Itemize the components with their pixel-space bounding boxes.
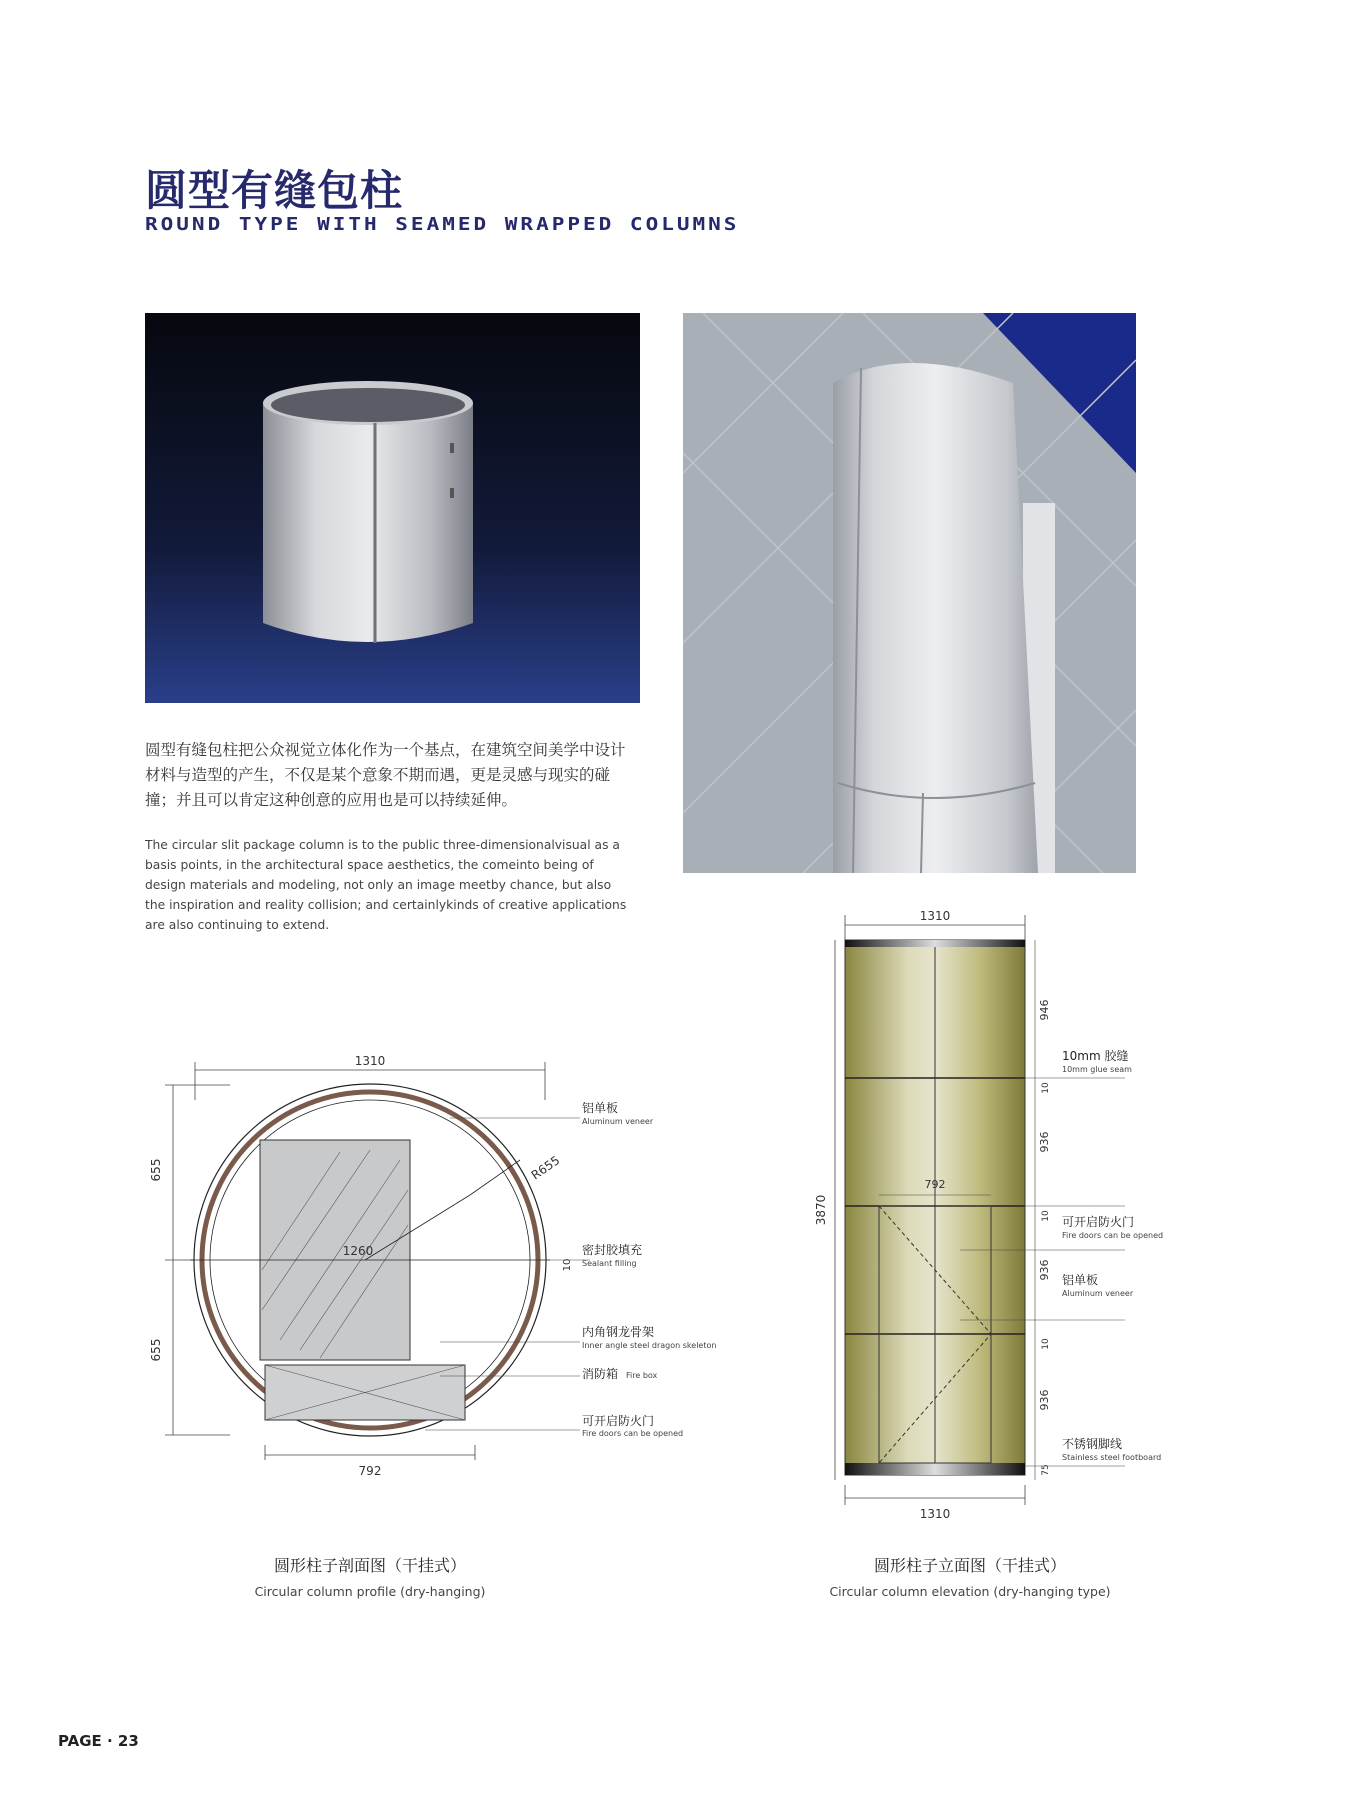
elevation-dim-top: 1310	[919, 909, 951, 923]
elevation-label-seam-cn: 10mm 胶缝	[1062, 1049, 1129, 1063]
elevation-seg-6: 10	[1041, 1338, 1051, 1350]
column-installed-photo	[683, 313, 1136, 873]
profile-label-firedoor-en: Fire doors can be opened	[582, 1429, 684, 1438]
profile-label-firedoor-cn: 可开启防火门	[582, 1414, 655, 1428]
elevation-label-aluminum-en: Aluminum veneer	[1062, 1289, 1134, 1298]
elevation-seg-7: 936	[1038, 1389, 1051, 1411]
elevation-label-firedoor-cn: 可开启防火门	[1062, 1215, 1135, 1229]
profile-dim-bottom: 792	[358, 1464, 382, 1478]
profile-dim-top: 1310	[354, 1054, 386, 1068]
elevation-seg-5: 936	[1038, 1259, 1051, 1281]
elevation-seg-3: 936	[1038, 1131, 1051, 1153]
elevation-caption-cn: 圆形柱子立面图（干挂式）	[873, 1556, 1066, 1575]
profile-label-sealant-en: Sealant filling	[582, 1259, 637, 1268]
profile-label-skeleton-cn: 内角钢龙骨架	[582, 1325, 655, 1339]
profile-label-aluminum-en: Aluminum veneer	[582, 1117, 654, 1126]
page-subtitle: ROUND TYPE WITH SEAMED WRAPPED COLUMNS	[145, 214, 740, 235]
elevation-seg-4: 10	[1041, 1210, 1051, 1222]
profile-dim-seam: 10	[562, 1258, 573, 1272]
elevation-dim-door: 792	[924, 1178, 946, 1191]
profile-label-sealant-cn: 密封胶填充	[582, 1243, 643, 1257]
description-en: The circular slit package column is to the public three-dimensionalvisual as a basis points, in the architectural space aesthetics, the comeinto being of design materials and modeling, not only an image meetby chance, but also the inspiration and reality collision; and certainlykinds of creative applications are also continuing to extend.	[145, 838, 627, 932]
profile-label-firebox-cn: 消防箱	[582, 1367, 619, 1381]
column-profile-diagram	[140, 1040, 740, 1480]
profile-radius: R655	[528, 1153, 563, 1183]
elevation-label-seam-en: 10mm glue seam	[1062, 1065, 1132, 1074]
description-cn: 圆型有缝包柱把公众视觉立体化作为一个基点，在建筑空间美学中设计材料与造型的产生，不仅是某个意象不期而遇，更是灵感与现实的碰撞；并且可以肯定这种创意的应用也是可以持续延伸。	[145, 741, 626, 809]
profile-caption-en: Circular column profile (dry-hanging)	[254, 1584, 486, 1599]
page-title: 圆型有缝包柱	[145, 166, 404, 215]
elevation-caption-en: Circular column elevation (dry-hanging type)	[829, 1584, 1111, 1599]
elevation-seg-2: 10	[1041, 1082, 1051, 1094]
profile-dim-left-lower: 655	[149, 1338, 163, 1362]
page-number: PAGE · 23	[58, 1732, 139, 1750]
elevation-label-footboard-cn: 不锈钢脚线	[1062, 1437, 1123, 1451]
elevation-dim-bottom: 1310	[919, 1507, 951, 1521]
elevation-label-aluminum-cn: 铝单板	[1062, 1273, 1099, 1287]
column-sample-photo	[145, 313, 640, 703]
profile-label-skeleton-en: Inner angle steel dragon skeleton	[582, 1341, 717, 1350]
profile-caption-cn: 圆形柱子剖面图（干挂式）	[273, 1556, 466, 1575]
elevation-seg-1: 946	[1038, 999, 1051, 1021]
profile-dim-left-upper: 655	[149, 1158, 163, 1182]
profile-label-aluminum-cn: 铝单板	[582, 1101, 619, 1115]
elevation-label-firedoor-en: Fire doors can be opened	[1062, 1231, 1164, 1240]
elevation-dim-height: 3870	[814, 1194, 828, 1226]
elevation-seg-8: 75	[1041, 1464, 1051, 1476]
elevation-label-footboard-en: Stainless steel footboard	[1062, 1453, 1162, 1462]
column-elevation-diagram	[780, 900, 1200, 1540]
profile-label-firebox-en: Fire box	[626, 1371, 658, 1380]
profile-dim-inner: 1260	[342, 1244, 374, 1258]
